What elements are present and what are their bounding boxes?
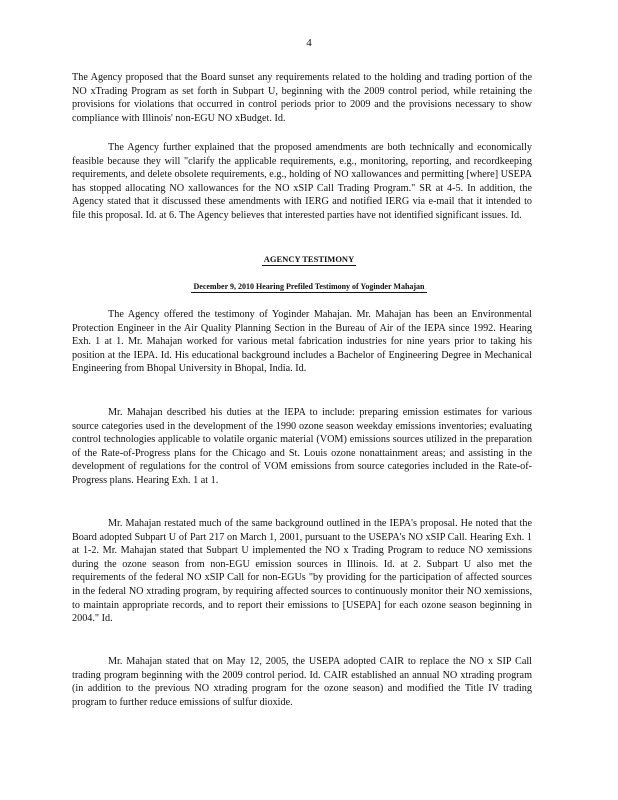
paragraph-testimony-intro: The Agency offered the testimony of Yoginder Mahajan. Mr. Mahajan has been an Environmental Protection Engineer in the Air Quality Planning Section in the Bureau of Air of the IEPA since 1992. Hearing Exh. 1 at 1. Mr. Mahajan worked for various metal fabrication industries for nine years prior to taking his position at the IEPA. Id. His educational background includes a Bachelor of Engineering Degree in Mechanical Engineering from Bhopal University in Bhopal, India. Id.: [72, 309, 532, 375]
page-number: 4: [306, 37, 312, 49]
subsection-heading: [0, 282, 618, 293]
paragraph-agency-proposal: The Agency proposed that the Board sunset any requirements related to the holding and trading portion of the NO xTrading Program as set forth in Subpart U, beginning with the 2009 control period, while retaining the provisions for violations that occurred in control periods prior to 2009 and the provisions necessary to show compliance with Illinois' non-EGU NO xBudget. Id.: [72, 72, 532, 124]
paragraph-agency-explanation: The Agency further explained that the proposed amendments are both technically and economically feasible because they will "clarify the applicable requirements, e.g., monitoring, reporting, and recordkeeping requirements, and delete obsolete requirements, e.g., holding of NO xallowances and permitting [where] USEPA has stopped allocating NO xallowances for the NO xSIP Call Trading Program." SR at 4-5. In addition, the Agency stated that it discussed these amendments with IERG and notified IERG via e-mail that it intended to file this proposal. Id. at 6. The Agency believes that interested parties have not identified significant issues. Id.: [72, 142, 532, 221]
section-heading-text: AGENCY TESTIMONY: [263, 254, 355, 264]
section-heading: [0, 254, 618, 266]
paragraph-cair: Mr. Mahajan stated that on May 12, 2005, the USEPA adopted CAIR to replace the NO x SIP Call trading program beginning with the 2009 control period. Id. CAIR established an annual NO xtrading program (in addition to the previous NO xtrading program for the ozone season) and modified the Title IV trading program to further reduce emissions of sulfur dioxide.: [72, 656, 532, 708]
paragraph-mahajan-background: Mr. Mahajan restated much of the same background outlined in the IEPA's proposal. He noted that the Board adopted Subpart U of Part 217 on March 1, 2001, pursuant to the USEPA's NO xSIP Call. Hearing Exh. 1 at 1-2. Mr. Mahajan stated that Subpart U implemented the NO x Trading Program to reduce NO xemissions during the ozone season from non-EGU emission sources in Illinois. Id. at 2. Subpart U also met the requirements of the federal NO xSIP Call for non-EGUs "by providing for the participation of affected sources in the federal NO xtrading program, by requiring affected sources to continuously monitor their NO xemissions, to maintain appropriate records, and to report their emissions to [USEPA] for each ozone season beginning in 2004." Id.: [72, 518, 532, 625]
subsection-heading-text: December 9, 2010 Hearing Prefiled Testimony of Yoginder Mahajan: [193, 282, 425, 291]
paragraph-mahajan-duties: Mr. Mahajan described his duties at the IEPA to include: preparing emission estimates for various source categories used in the development of the 1990 ozone season weekday emissions inventories; evaluating control technologies applicable to volatile organic material (VOM) emissions sources utilized in the preparation of the Rate-of-Progress plans for the Chicago and St. Louis ozone nonattainment areas; and assisting in the development of regulations for the control of VOM emissions from source categories included in the Rate-of-Progress plans. Hearing Exh. 1 at 1.: [72, 407, 532, 486]
